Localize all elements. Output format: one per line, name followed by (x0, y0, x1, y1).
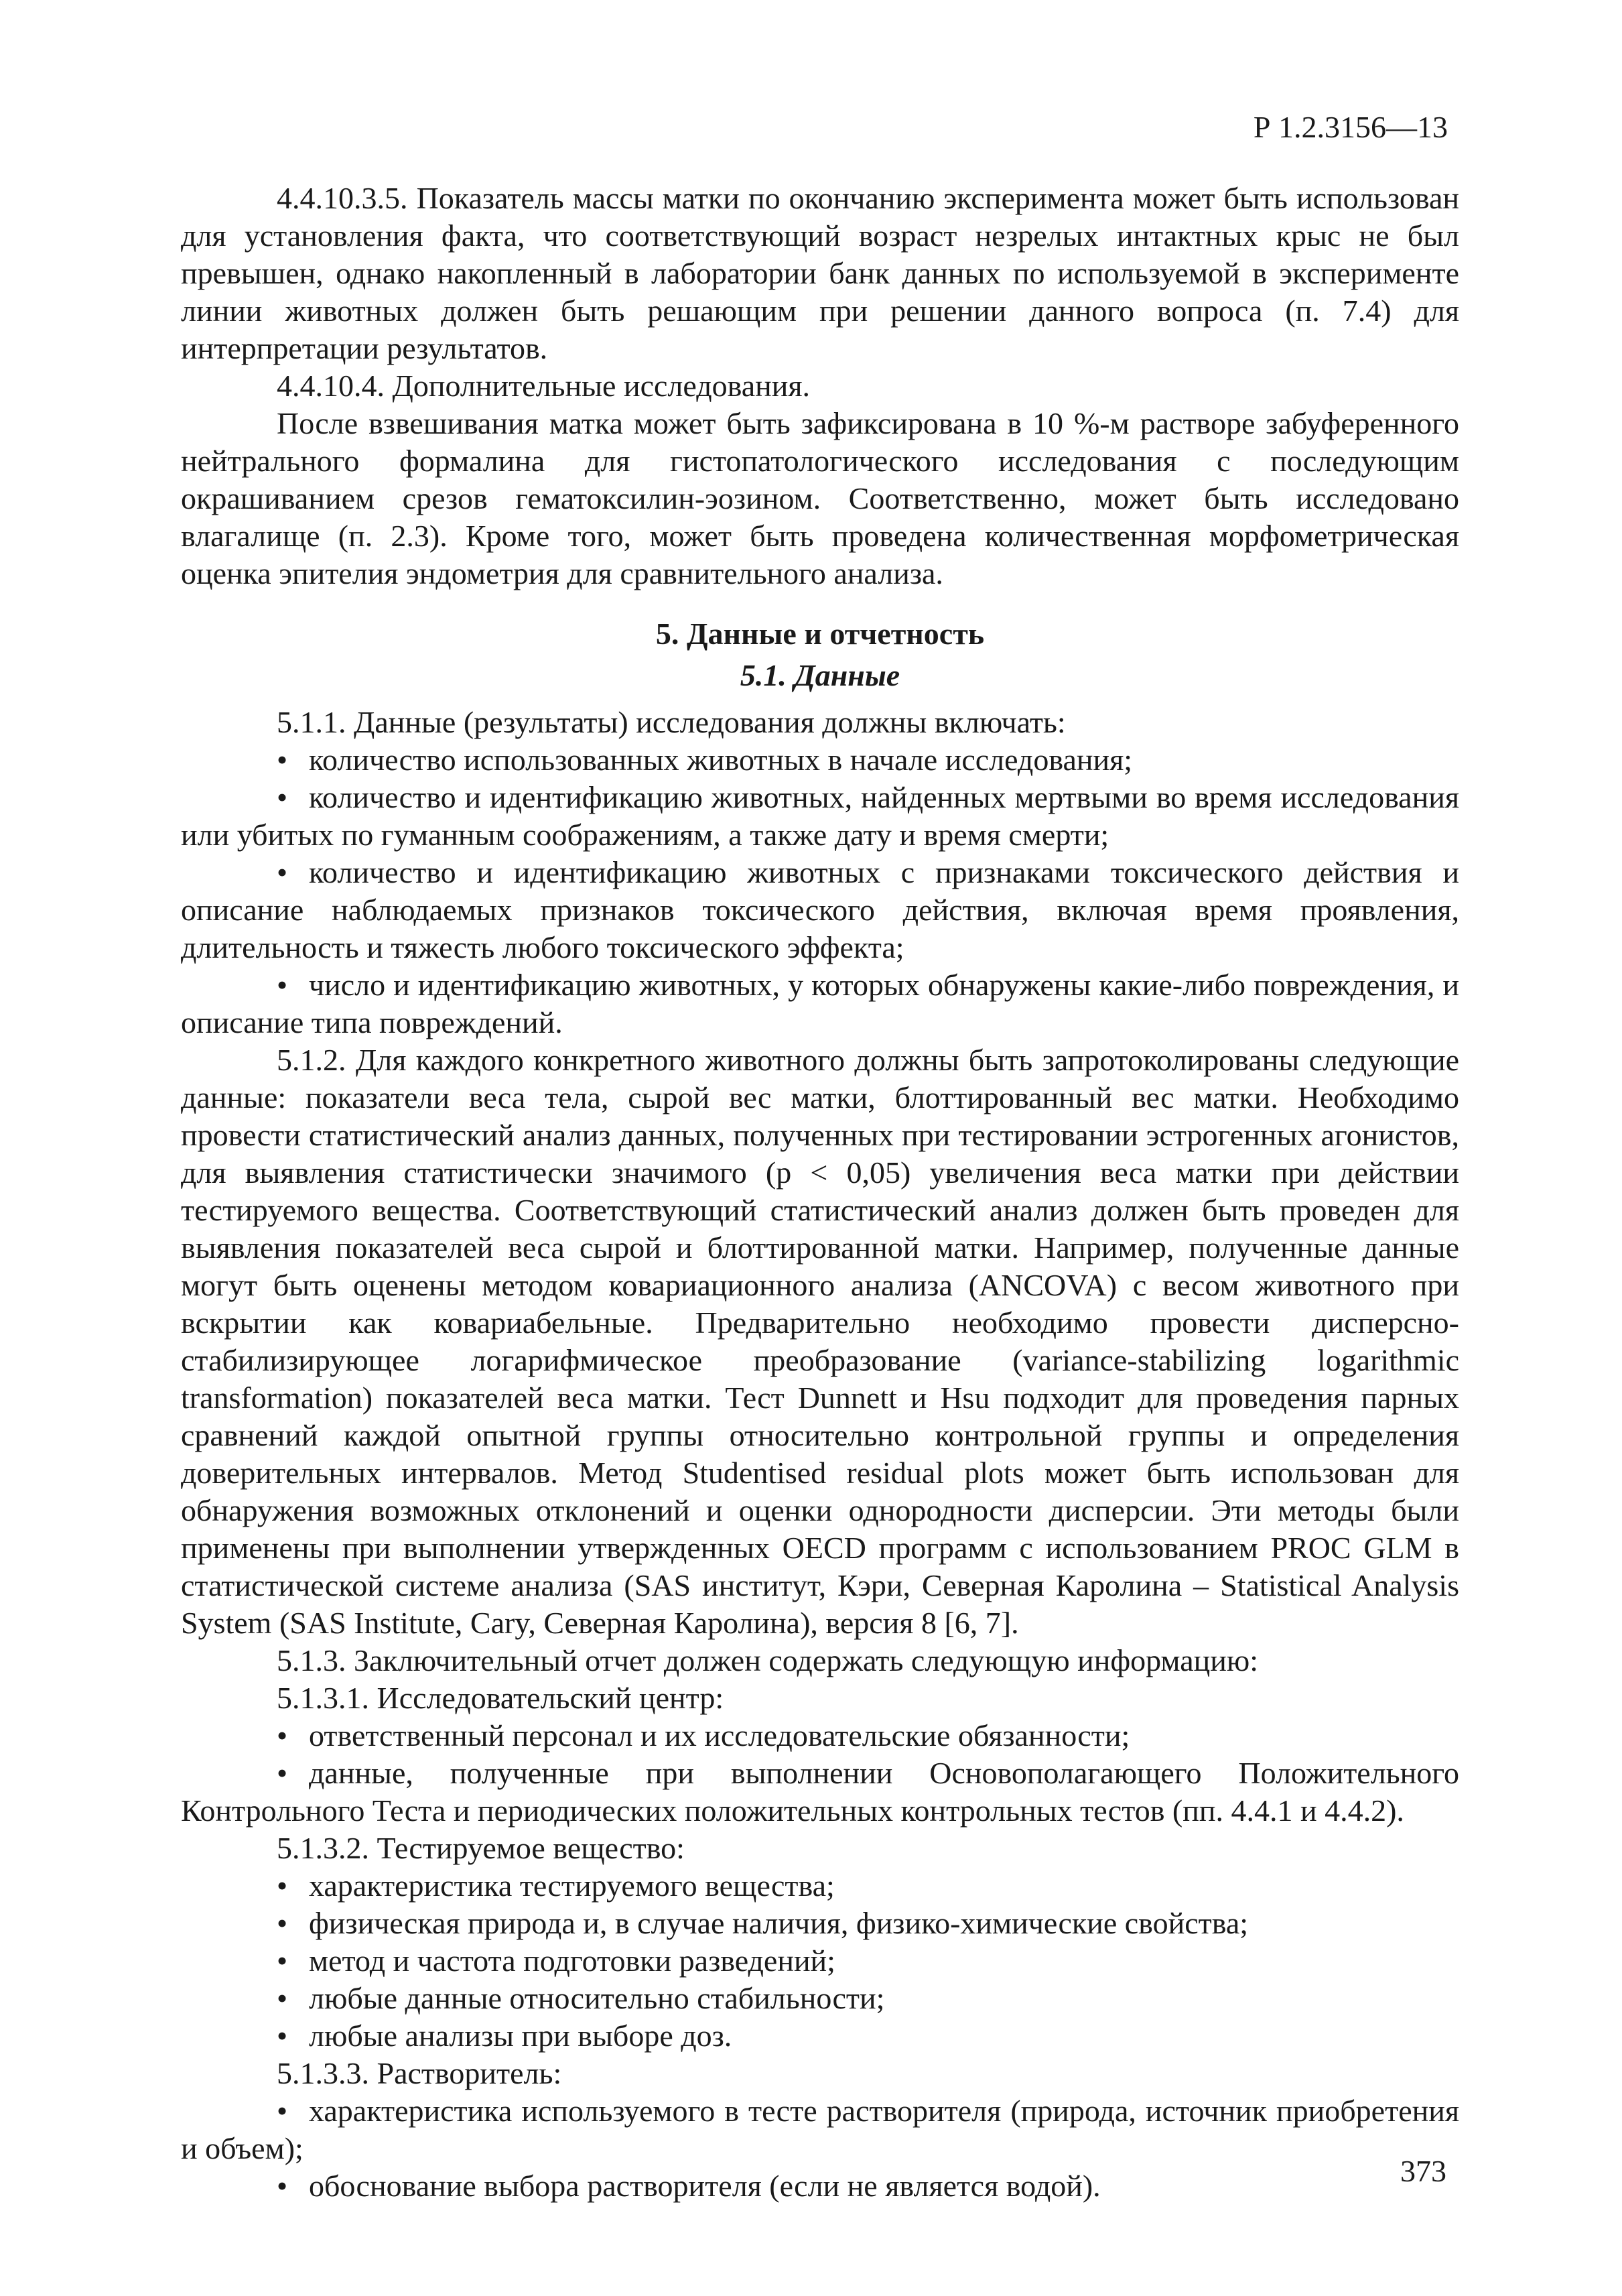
list-item: • количество использованных животных в начале исследования; (181, 741, 1459, 779)
list-item: • количество и идентификацию животных, найденных мертвыми во время исследования или убитых по гуманным соображениям, а также дату и время смерти; (181, 779, 1459, 854)
page-number: 373 (1400, 2154, 1446, 2188)
paragraph-5-1-2: 5.1.2. Для каждого конкретного животного должны быть запротоколированы следующие данные: показатели веса тела, сырой вес матки, блоттированный вес матки. Необходимо провести статистический анализ данных, полученных при тестировании эстрогенных агонистов, для выявления статистически значимого (p < 0,05) увеличения веса матки при действии тестируемого вещества. Соответствующий статистический анализ должен быть проведен для выявления показателей веса сырой и блоттированной матки. Например, полученные данные могут быть оценены методом ковариационного анализа (ANCOVA) с весом животного при вскрытии как ковариабельные. Предварительно необходимо провести дисперсно-стабилизирующее логарифмическое преобразование (variance-stabilizing logarithmic transformation) показателей веса матки. Тест Dunnett и Hsu подходит для проведения парных сравнений каждой опытной группы относительно контрольной группы и определения доверительных интервалов. Метод Studentised residual plots может быть использован для обнаружения возможных отклонений и оценки однородности дисперсии. Эти методы были применены при выполнении утвержденных OECD программ с использованием PROC GLM в статистической системе анализа (SAS институт, Кэри, Северная Каролина – Statistical Analysis System (SAS Institute, Cary, Северная Каролина), версия 8 [6, 7]. (181, 1043, 1459, 1640)
list-item: • ответственный персонал и их исследовательские обязанности; (181, 1717, 1459, 1755)
list-item: • метод и частота подготовки разведений; (181, 1942, 1459, 1980)
subsection-title: 5.1. Данные (740, 658, 900, 692)
page-body (181, 180, 1459, 2205)
paragraph-fixation: После взвешивания матка может быть зафиксирована в 10 %-м растворе забуференного нейтрального формалина для гистопатологического исследования с последующим окрашиванием срезов гематоксилин-эозином. Соответственно, может быть исследовано влагалище (п. 2.3). Кроме того, может быть проведена количественная морфометрическая оценка эпителия эндометрия для сравнительного анализа. (181, 406, 1459, 590)
list-item: • число и идентификацию животных, у которых обнаружены какие-либо повреждения, и описание типа повреждений. (181, 966, 1459, 1041)
list-item: • физическая природа и, в случае наличия, физико-химические свойства; (181, 1905, 1459, 1942)
paragraph-5-1-3-1: 5.1.3.1. Исследовательский центр: (277, 1681, 724, 1715)
paragraph-5-1-3-2: 5.1.3.2. Тестируемое вещество: (277, 1831, 685, 1865)
list-item: • количество и идентификацию животных с признаками токсического действия и описание наблюдаемых признаков токсического действия, включая время проявления, длительность и тяжесть любого токсического эффекта; (181, 854, 1459, 966)
paragraph-4-4-10-4: 4.4.10.4. Дополнительные исследования. (277, 369, 811, 403)
paragraph-5-1-3-3: 5.1.3.3. Растворитель: (277, 2056, 562, 2090)
list-item: • характеристика тестируемого вещества; (181, 1867, 1459, 1905)
list-item: • характеристика используемого в тесте растворителя (природа, источник приобретения и объем); (181, 2092, 1459, 2167)
paragraph-5-1-1: 5.1.1. Данные (результаты) исследования должны включать: (277, 705, 1066, 739)
paragraph-5-1-3: 5.1.3. Заключительный отчет должен содержать следующую информацию: (277, 1643, 1259, 1677)
list-item: • данные, полученные при выполнении Основополагающего Положительного Контрольного Теста и периодических положительных контрольных тестов (пп. 4.4.1 и 4.4.2). (181, 1755, 1459, 1830)
paragraph-4-4-10-3-5: 4.4.10.3.5. Показатель массы матки по окончанию эксперимента может быть использован для установления факта, что соответствующий возраст незрелых интактных крыс не был превышен, однако накопленный в лаборатории банк данных по используемой в эксперименте линии животных должен быть решающим при решении данного вопроса (п. 7.4) для интерпретации результатов. (181, 181, 1459, 365)
list-item: • любые анализы при выборе доз. (181, 2017, 1459, 2055)
list-item: • любые данные относительно стабильности; (181, 1980, 1459, 2017)
section-title: 5. Данные и отчетность (655, 617, 985, 651)
document-code: Р 1.2.3156—13 (1253, 110, 1448, 144)
list-item: • обоснование выбора растворителя (если не является водой). (181, 2167, 1459, 2205)
